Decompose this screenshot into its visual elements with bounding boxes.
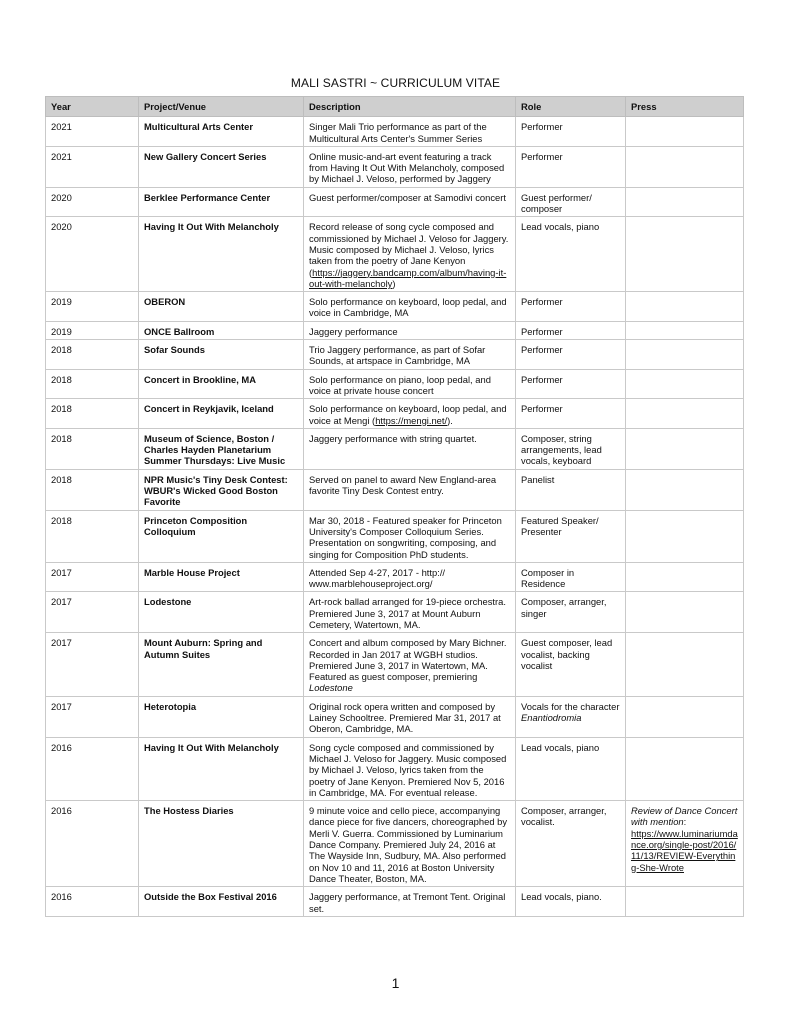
role-text: Panelist (521, 473, 555, 485)
press-cell (626, 117, 744, 147)
project-cell (139, 146, 304, 187)
year-text: 2017 (51, 596, 72, 608)
project-cell (139, 510, 304, 562)
description-text: Guest performer/composer at Samodivi concert (309, 191, 506, 203)
year-text: 2017 (51, 700, 72, 712)
year-text: 2021 (51, 121, 72, 133)
press-cell (626, 801, 744, 887)
year-text: 2020 (51, 191, 72, 203)
description-cell (304, 428, 516, 469)
description-text: Record release of song cycle composed and commissioned by Michael J. Veloso for Jaggery. Music composed by Michael J. Veloso, lyrics taken from the poetry of Jane Kenyon ( (309, 221, 509, 278)
description-cell (304, 633, 516, 696)
role-cell (516, 428, 626, 469)
description-text: Solo performance on keyboard, loop pedal, and voice at Mengi ( (309, 403, 507, 426)
table-row (46, 562, 744, 592)
table-row (46, 340, 744, 370)
press-cell (626, 633, 744, 696)
description-end-text: ) (392, 277, 396, 289)
description-cell (304, 292, 516, 322)
year-text: 2018 (51, 344, 72, 356)
role-text: Lead vocals, piano (521, 741, 600, 753)
table-row (46, 187, 744, 217)
project-text: Concert in Brookline, MA (144, 373, 256, 385)
description-text: Online music-and-art event featuring a track from Having It Out With Melancholy, composed by Michael J. Veloso, performed by Jaggery (309, 150, 505, 185)
description-link[interactable]: https://jaggery.bandcamp.com/album/having-it-out-with-melancholy (309, 266, 507, 289)
description-text: Served on panel to award New England-area favorite Tiny Desk Contest entry. (309, 473, 497, 497)
role-cell (516, 146, 626, 187)
year-cell (46, 633, 139, 696)
year-text: 2018 (51, 403, 72, 415)
project-cell (139, 801, 304, 887)
year-cell (46, 592, 139, 633)
role-cell (516, 469, 626, 510)
role-text: Guest performer/ composer (521, 191, 592, 215)
project-cell (139, 887, 304, 917)
role-text: Performer (521, 296, 563, 308)
description-text: Original rock opera written and composed by Lainey Schooltree. Premiered Mar 31, 2017 at Oberon, Cambridge, MA. (309, 700, 501, 735)
year-cell (46, 510, 139, 562)
description-text: Jaggery performance (309, 325, 398, 337)
project-text: Having It Out With Melancholy (144, 221, 279, 233)
header-description: Description (304, 97, 516, 117)
role-cell (516, 510, 626, 562)
press-cell (626, 369, 744, 399)
description-cell (304, 510, 516, 562)
role-text: Lead vocals, piano (521, 221, 600, 233)
description-cell (304, 887, 516, 917)
table-body (46, 117, 744, 917)
role-cell (516, 117, 626, 147)
description-cell (304, 801, 516, 887)
project-text: NPR Music's Tiny Desk Contest: WBUR's Wicked Good Boston Favorite (144, 473, 288, 508)
project-cell (139, 217, 304, 292)
role-text: Composer, arranger, singer (521, 596, 607, 619)
year-cell (46, 428, 139, 469)
year-text: 2017 (51, 637, 72, 649)
press-cell (626, 146, 744, 187)
role-cell (516, 217, 626, 292)
description-text: Song cycle composed and commissioned by Michael J. Veloso for Jaggery. Music composed by Michael J. Veloso, lyrics taken from the poetry of Jane Kenyon. Premiered Nov 5, 2016 in Cambridge, MA. For eventual release. (309, 741, 507, 798)
project-text: Princeton Composition Colloquium (144, 514, 248, 537)
project-cell (139, 187, 304, 217)
description-cell (304, 469, 516, 510)
description-cell (304, 737, 516, 800)
role-cell (516, 369, 626, 399)
table-row (46, 887, 744, 917)
year-text: 2017 (51, 566, 72, 578)
press-cell (626, 592, 744, 633)
project-cell (139, 369, 304, 399)
role-text: Performer (521, 150, 563, 162)
table-row (46, 369, 744, 399)
project-text: Museum of Science, Boston / Charles Hayden Planetarium Summer Thursdays: Live Music (144, 432, 286, 467)
table-header-row (46, 97, 744, 117)
year-cell (46, 146, 139, 187)
role-text: Performer (521, 325, 563, 337)
table-row (46, 737, 744, 800)
year-cell (46, 399, 139, 429)
role-text: Composer in Residence (521, 566, 575, 590)
year-cell (46, 217, 139, 292)
table-row (46, 321, 744, 339)
header-press: Press (626, 97, 744, 117)
year-text: 2018 (51, 514, 72, 526)
year-cell (46, 187, 139, 217)
description-text: Solo performance on piano, loop pedal, and voice at private house concert (309, 373, 491, 396)
description-cell (304, 696, 516, 737)
description-italic-text: Lodestone (309, 682, 353, 694)
description-text: Concert and album composed by Mary Bichner. Recorded in Jan 2017 at WGBH studios. Premiered June 3, 2017 in Watertown, MA. Featured as guest composer, premiering (309, 637, 507, 683)
project-cell (139, 428, 304, 469)
table-row (46, 399, 744, 429)
press-cell (626, 737, 744, 800)
project-cell (139, 633, 304, 696)
role-text: Featured Speaker/ Presenter (521, 514, 599, 537)
press-link[interactable]: https://www.luminariumdance.org/single-post/2016/11/13/REVIEW-Everything-She-Wrote (631, 827, 738, 873)
role-text: Composer, string arrangements, lead vocals, keyboard (521, 432, 602, 467)
year-text: 2018 (51, 473, 72, 485)
role-text: Performer (521, 373, 563, 385)
header-project: Project/Venue (139, 97, 304, 117)
project-text: Berklee Performance Center (144, 191, 271, 203)
role-cell (516, 737, 626, 800)
year-cell (46, 737, 139, 800)
table-row (46, 696, 744, 737)
project-cell (139, 117, 304, 147)
project-cell (139, 340, 304, 370)
project-cell (139, 292, 304, 322)
table-row (46, 217, 744, 292)
year-text: 2020 (51, 221, 72, 233)
press-cell (626, 399, 744, 429)
description-cell (304, 217, 516, 292)
year-cell (46, 696, 139, 737)
project-text: Outside the Box Festival 2016 (144, 891, 277, 903)
year-text: 2016 (51, 741, 72, 753)
role-cell (516, 562, 626, 592)
press-cell (626, 321, 744, 339)
description-text: Singer Mali Trio performance as part of the Multicultural Arts Center's Summer Series (309, 121, 487, 144)
description-cell (304, 369, 516, 399)
header-role: Role (516, 97, 626, 117)
press-cell (626, 469, 744, 510)
project-cell (139, 562, 304, 592)
project-text: Having It Out With Melancholy (144, 741, 279, 753)
role-cell (516, 340, 626, 370)
year-cell (46, 117, 139, 147)
project-text: Concert in Reykjavik, Iceland (144, 403, 274, 415)
press-cell (626, 887, 744, 917)
description-cell (304, 592, 516, 633)
year-cell (46, 801, 139, 887)
project-text: The Hostess Diaries (144, 805, 234, 817)
press-cell (626, 187, 744, 217)
table-row (46, 292, 744, 322)
table-row (46, 469, 744, 510)
description-text: Mar 30, 2018 - Featured speaker for Princeton University's Composer Colloquium Series. Presentation on songwriting, composing, and singing for Composition PhD students. (309, 514, 502, 560)
page-number: 1 (391, 975, 400, 991)
table-row (46, 801, 744, 887)
project-text: New Gallery Concert Series (144, 150, 267, 162)
description-cell (304, 340, 516, 370)
project-text: Mount Auburn: Spring and Autumn Suites (144, 637, 263, 660)
role-text: Performer (521, 403, 563, 415)
project-text: Marble House Project (144, 566, 240, 578)
year-cell (46, 321, 139, 339)
year-cell (46, 469, 139, 510)
role-cell (516, 187, 626, 217)
role-text: Performer (521, 344, 563, 356)
project-cell (139, 696, 304, 737)
role-cell (516, 887, 626, 917)
role-cell (516, 696, 626, 737)
header-year: Year (46, 97, 139, 117)
role-cell (516, 292, 626, 322)
cv-table (45, 96, 744, 917)
table-row (46, 117, 744, 147)
description-text: Art-rock ballad arranged for 19-piece orchestra. Premiered June 3, 2017 at Mount Auburn Cemetery, Watertown, MA. (309, 596, 506, 630)
description-link[interactable]: https://mengi.net/ (375, 414, 448, 426)
press-cell (626, 562, 744, 592)
year-text: 2019 (51, 325, 72, 337)
year-cell (46, 369, 139, 399)
project-cell (139, 592, 304, 633)
project-text: Sofar Sounds (144, 344, 205, 356)
description-cell (304, 562, 516, 592)
project-text: Multicultural Arts Center (144, 121, 254, 133)
description-text: Solo performance on keyboard, loop pedal, and voice in Cambridge, MA (309, 296, 507, 319)
description-text: 9 minute voice and cello piece, accompanying dance piece for five dancers, choreographed by Merli V. Guerra. Commissioned by Luminarium Dance Company. Premiered July 24, 2016 at The Wayside Inn, Sudbury, MA. Also performed on Nov 10 and 11, 2016 at Boston University Dance Theater, Boston, MA. (309, 805, 508, 884)
description-cell (304, 187, 516, 217)
description-text: Trio Jaggery performance, as part of Sofar Sounds, at artspace in Cambridge, MA (309, 344, 486, 367)
year-text: 2016 (51, 891, 72, 903)
description-text: Jaggery performance, at Tremont Tent. Original set. (309, 891, 506, 914)
project-cell (139, 321, 304, 339)
description-text: Attended Sep 4-27, 2017 - http:// www.marblehouseproject.org/ (309, 566, 446, 590)
project-cell (139, 469, 304, 510)
year-text: 2016 (51, 805, 72, 817)
role-cell (516, 633, 626, 696)
press-cell (626, 428, 744, 469)
project-text: ONCE Ballroom (144, 325, 215, 337)
table-row (46, 146, 744, 187)
year-text: 2019 (51, 296, 72, 308)
project-cell (139, 737, 304, 800)
project-text: OBERON (144, 296, 186, 308)
year-cell (46, 340, 139, 370)
role-text: Composer, arranger, vocalist. (521, 805, 607, 828)
press-colon: : (683, 816, 687, 828)
page-title: MALI SASTRI ~ CURRICULUM VITAE (290, 76, 501, 90)
description-cell (304, 117, 516, 147)
description-cell (304, 146, 516, 187)
role-cell (516, 801, 626, 887)
year-cell (46, 292, 139, 322)
project-cell (139, 399, 304, 429)
role-cell (516, 592, 626, 633)
description-cell (304, 321, 516, 339)
press-cell (626, 292, 744, 322)
project-text: Heterotopia (144, 700, 197, 712)
role-cell (516, 321, 626, 339)
description-cell (304, 399, 516, 429)
table-row (46, 510, 744, 562)
press-cell (626, 696, 744, 737)
role-cell (516, 399, 626, 429)
role-italic-text: Enantiodromia (521, 712, 582, 724)
description-end-text: ). (447, 414, 453, 426)
description-text: Jaggery performance with string quartet. (309, 432, 477, 444)
year-text: 2018 (51, 373, 72, 385)
year-text: 2021 (51, 150, 72, 162)
role-text: Vocals for the character (521, 700, 620, 712)
role-text: Performer (521, 121, 563, 133)
table-row (46, 633, 744, 696)
year-cell (46, 887, 139, 917)
year-cell (46, 562, 139, 592)
year-text: 2018 (51, 432, 72, 444)
press-cell (626, 510, 744, 562)
project-text: Lodestone (144, 596, 192, 608)
press-text: Review of Dance Concert with mention (631, 805, 738, 828)
press-cell (626, 217, 744, 292)
table-row (46, 592, 744, 633)
role-text: Lead vocals, piano. (521, 891, 602, 903)
press-cell (626, 340, 744, 370)
role-text: Guest composer, lead vocalist, backing vocalist (521, 637, 613, 671)
table-row (46, 428, 744, 469)
